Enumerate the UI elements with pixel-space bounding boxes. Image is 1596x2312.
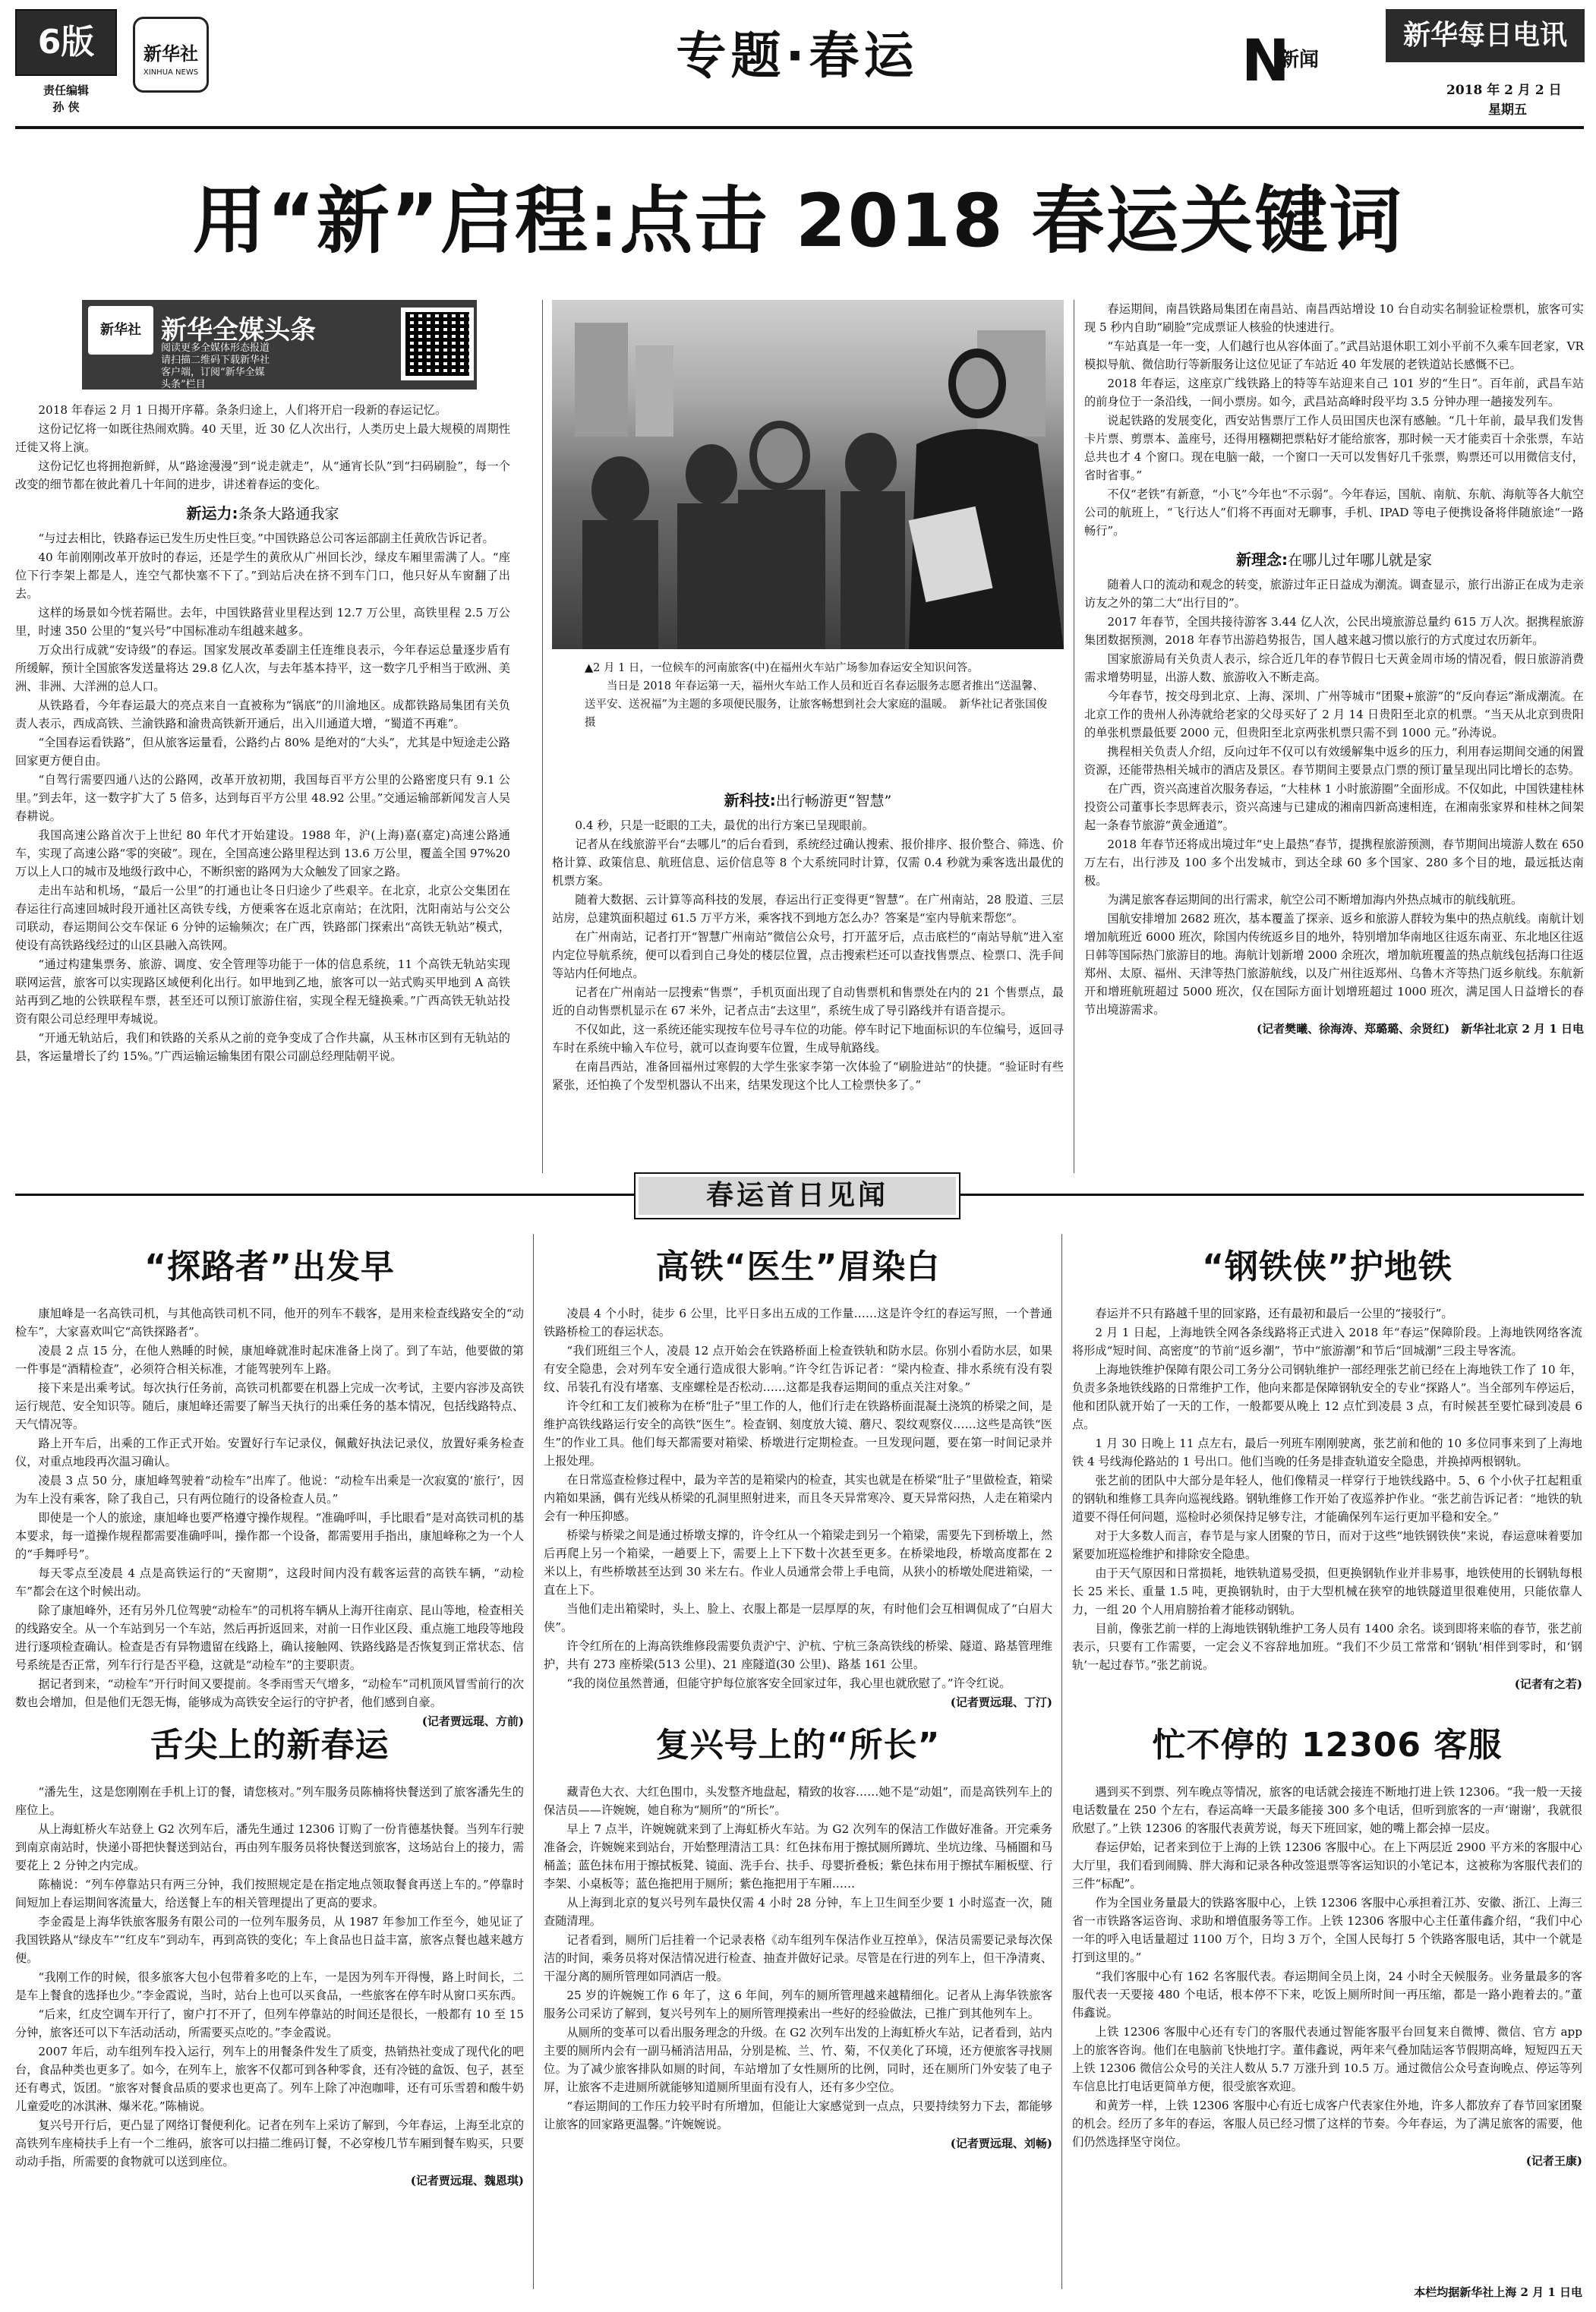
promo-line: 头条”栏目 xyxy=(161,379,206,390)
paragraph: 路上开车后，出乘的工作正式开始。安置好行车记录仪，佩戴好执法记录仪，放置好乘务检查仪，对重点地段再次温习确认。 xyxy=(15,1437,524,1468)
paragraph: 随着人口的流动和观念的转变，旅游过年正日益成为潮流。调查显示，旅行出游正在成为走亲访友之外的第二大“出行目的”。 xyxy=(1084,578,1584,610)
issue-weekday: 星期五 xyxy=(1488,103,1527,118)
paragraph: 今年春节，按交母到北京、上海、深圳、广州等城市“团聚+旅游”的“反向春运”渐成潮流。在北京工作的贵州人孙涛就给老家的父母买好了 2 月 14 日贵阳至北京的机票。“当天从北京到贵阳的单张机票最低要 2000 元，但贵阳至北京两张机票只需不到 1000 元。”孙涛说。 xyxy=(1084,689,1584,740)
paper-name-box xyxy=(1386,9,1585,62)
paragraph: 为满足旅客春运期间的出行需求，航空公司不断增加海内外热点城市的航线航班。 xyxy=(1107,893,1523,907)
footer-note: 本栏均据新华社上海 2 月 1 日电 xyxy=(1414,2285,1582,2299)
paragraph: “我的岗位虽然普通，但能守护每位旅客安全回家过年，我心里也就欣慰了。”许令红说。 xyxy=(566,1676,1011,1690)
article-title: 高铁“医生”眉染白 xyxy=(655,1247,941,1286)
paragraph: 携程相关负责人介绍，反向过年不仅可以有效缓解集中返乡的压力，利用春运期间交通的闲置资源，还能带热相关城市的酒店及景区。春节期间主要景点门票的预订量呈现出同比增长的态势。 xyxy=(1084,745,1584,777)
paragraph: “全国春运看铁路”，但从旅客运量看，公路约占 80% 是绝对的“大头”，尤其是中短途走公路回家更方便自由。 xyxy=(15,736,510,768)
byline: (记者贾远琨、魏恩琪) xyxy=(410,2174,524,2187)
paragraph: 在南昌西站，准备回福州过寒假的大学生张家李第一次体验了“刷脸进站”的快捷。“验证时有些紧张，还怕换了个发型机器认不出来，结果发现这个比人工检票快多了。” xyxy=(552,1060,1064,1092)
column-divider xyxy=(533,1234,534,2289)
paragraph: 走出车站和机场，“最后一公里”的打通也让冬日归途少了些艰辛。在北京，北京公交集团在春运往行高速回城时段开通社区高铁专线，方便乘客在返北京南站；在沈阳，沈阳南站与公交公司联动，春运期间公交车保证 6 分钟的运输频次；在广西，铁路部门探索出“高铁无轨站”模式，使设有高铁路线经过的山区县融入高铁网。 xyxy=(15,884,510,952)
paragraph: 我国高速公路首次于上世纪 80 年代才开始建设。1988 年，沪(上海)嘉(嘉定)高速公路通车，实现了高速公路“零的突破”。现在，全国高速公路里程达到 13.6 万公里，覆盖全国 97%20 万以上人口的城市及地级行政中心，不断织密的路网为大众触发了回家之路。 xyxy=(15,828,510,878)
news-photo xyxy=(552,300,1064,649)
header-rule xyxy=(15,126,1584,129)
paragraph: 张艺前的团队中大部分是年轻人，他们像精灵一样穿行于地铁线路中。5、6 个小伙子扛起粗重的钢轨和维修工具奔向巡视线路。钢轨维修工作开始了夜巡养护作业。“张艺前告诉记者：“地铁的轨道要不得任何问题，巡检时必须保持足够专注，才能确保列车运行更加平稳和安全。” xyxy=(1072,1474,1582,1524)
paragraph: 遇到买不到票、列车晚点等情况，旅客的电话就会接连不断地打进上铁 12306。“我一般一天接电话数量在 250 个左右，春运高峰一天最多能接 300 多个电话，但听到旅客的一声‘谢谢’，我就很欣慰了。”上铁 12306 的客服代表黄芳说，每天下班回家，她的嘴上都会掉一层皮。 xyxy=(1072,1785,1582,1835)
xinhua-logo-text: 新华社 xyxy=(144,43,198,65)
byline: (记者王康) xyxy=(1525,2154,1582,2168)
paragraph: 接下来是出乘考试。每次执行任务前，高铁司机都要在机器上完成一次考试，主要内容涉及高铁运行规范、安全知识等。随后，康旭峰还需要了解当天执行的出乘任务的基本情况，包括线路特点、天气情况等。 xyxy=(15,1381,524,1431)
intro-paragraph: 这份记忆也将拥抱新鲜，从“路途漫漫”到“说走就走”，从“通宵长队”到“扫码刷脸”，每一个改变的细节都在彼此着几十年间的进步，讲述着春运的变化。 xyxy=(15,459,510,491)
promo-line: 请扫描二维码下载新华社 xyxy=(161,355,270,366)
paragraph: 许令红和工友们被称为在桥“肚子”里工作的人，他们行走在铁路桥面混凝土浇筑的桥梁之间，是维护高铁线路运行安全的高铁“医生”。检查钢、刻度放大镜、蘑尺、裂纹观察仪……这些是高铁“医生”的作业工具。他们每天都需要对箱梁、桥墩进行定期检查。一旦发现问题，要在第一时间记录并上报处理。 xyxy=(544,1399,1052,1468)
promo-line: 阅读更多全媒体形态报道 xyxy=(161,342,270,354)
paragraph: 当他们走出箱梁时，头上、脸上、衣服上都是一层厚厚的灰，有时他们会互相调侃成了“白眉大侠”。 xyxy=(544,1602,1052,1634)
article-meals xyxy=(15,1717,524,2298)
paragraph: “与过去相比，铁路春运已发生历史性巨变。”中国铁路总公司客运部副主任黄欣告诉记者。 xyxy=(38,531,494,545)
news-n-icon: N xyxy=(1241,27,1290,94)
paragraph: 凌晨 4 个小时，徒步 6 公里，比平日多出五成的工作量……这是许令红的春运写照，一个普通铁路桥检工的春运状态。 xyxy=(544,1307,1052,1339)
paragraph: 国航安排增加 2682 班次，基本覆盖了探亲、返乡和旅游人群较为集中的热点航线。南航计划增加航班近 6000 班次，除国内传统返乡目的地外，特别增加华南地区往返东南亚、东北地区往返日韩等国际热门旅游目的地。海航计划新增 2000 余班次，增加航班覆盖的热点航线包括海口往返郑州、太原、福州、天津等热门旅游航线，以及广州往返郑州、乌鲁木齐等热门返乡航线。东航新开和增班航班超过 5000 班次，仅在国际方面计划增班超过 1000 班次，满足国人日益增长的春节出境游需求。 xyxy=(1084,912,1584,1017)
paragraph: 2018 年春运，这座京广线铁路上的特等车站迎来自己 101 岁的“生日”。百年前，武昌车站的前身位于一条沿线，一间小票房。如今，武昌站高峰时段平均 3.5 分钟办理一趟接发列车。 xyxy=(1084,377,1584,408)
paragraph: 在广西，资兴高速首次服务春运，“大桂林 1 小时旅游圈”全面形成。不仅如此，中国铁建桂林投资公司董事长李思辉表示，资兴高速与已建成的湘南四新高速相连，在湘南张家界和桂林之间架起一条春节旅游“黄金通道”。 xyxy=(1084,782,1584,832)
paragraph: “自驾行需要四通八达的公路网，改革开放初期，我国每百平方公里的公路密度只有 9.1 公里。”到去年，这一数字扩大了 5 倍多，达到每百平方公里 48.92 公里。”交通运输部新闻发言人吴春耕说。 xyxy=(15,773,510,823)
article-steel-man xyxy=(1072,1239,1582,1710)
subhead-new-capacity xyxy=(15,501,510,523)
paragraph: 从上海虹桥火车站登上 G2 次列车后，潘先生通过 12306 订购了一份肯德基快餐。当列车行驶到南京南站时，快递小哥把快餐送到站台，再由列车服务员将快餐送到旅客，这场站台上的接力，需要花上 2 分钟之内完成。 xyxy=(15,1822,524,1872)
byline: (记者贾远琨、刘畅) xyxy=(950,2137,1052,2150)
byline: (记者贾远琨、丁汀) xyxy=(950,1695,1052,1709)
page-number-box xyxy=(15,9,117,76)
editor-label: 责任编辑 xyxy=(43,84,89,97)
paragraph: 李金霞是上海华铁旅客服务有限公司的一位列车服务员，从 1987 年参加工作至今，她见证了我国铁路从“绿皮车”“红皮车”到动车，再到高铁的变化；车上食品也日益丰富，旅客点餐也越来越方便。 xyxy=(15,1915,524,1965)
paragraph: 陈楠说：“列车停靠站只有两三分钟，我们按照规定是在指定地点领取餐食再送上车的。”停靠时间短加上春运期间客流量大，给送餐上车的相关管理提出了更高的要求。 xyxy=(15,1878,524,1910)
paragraph: 桥梁与桥梁之间是通过桥墩支撑的，许令红从一个箱梁走到另一个箱梁，需要先下到桥墩上，然后再爬上另一个箱梁，一趟要上下，需要上上下下数十次甚至更多。在桥梁地段，桥墩高度都在 2 米以上，有些桥墩甚至达到 30 米左右。作业人员通常会带上手电筒，从狭小的桥墩处爬进箱梁，一直在上下。 xyxy=(544,1528,1052,1597)
paragraph: “我刚工作的时候，很多旅客大包小包带着多吃的上车，一是因为列车开得慢，路上时间长，二是车上餐食的选择也少。”李金霞说，当时，站台上也可以买食品，一些旅客在停车时从窗口买东西。 xyxy=(15,1970,524,2002)
article-title: “探路者”出发早 xyxy=(144,1247,395,1286)
article-title: “钢铁侠”护地铁 xyxy=(1202,1247,1452,1286)
paragraph: 不仅“老铁”有新意，“小飞”今年也“不示弱”。今年春运，国航、南航、东航、海航等各大航空公司的航班上，“飞行达人”们将不再面对无聊事，手机、IPAD 等电子便携设备将伴随旅途“一路畅行”。 xyxy=(1084,487,1584,538)
qr-code-icon[interactable] xyxy=(401,308,474,380)
promo-lines xyxy=(161,342,270,391)
paragraph: 作为全国业务量最大的铁路客服中心，上铁 12306 客服中心承担着江苏、安徽、浙江、上海三省一市铁路客运咨询、求助和增值服务等工作。上铁 12306 客服中心主任董伟鑫介绍，“我们中心一年的呼入电话量超过 1100 万个，日均 3 万个，全国人民每打 5 个铁路客服电话，其中一个就是打到这里的。” xyxy=(1072,1896,1582,1964)
paragraph: 凌晨 2 点 15 分，在他人熟睡的时候，康旭峰就准时起床准备上岗了。到了车站，他要做的第一件事是“酒精检查”，必须符合相关标准，才能驾驶列车上路。 xyxy=(15,1344,524,1376)
paragraph: 目前，像张艺前一样的上海地铁钢轨维护工务人员有 1400 余名。谈到即将来临的春节，张艺前表示，只要有工作需要，一定会义不容辞地加班。“我们不少员工常常和‘钢轨’相伴到零时，和‘钢轨’一起过春节。”张艺前说。 xyxy=(1072,1622,1582,1672)
paper-name: 新华每日电讯 xyxy=(1402,20,1567,51)
photo-caption-line: ▲2 月 1 日，一位候车的河南旅客(中)在福州火车站广场参加春运安全知识问答。 xyxy=(585,662,979,674)
xinhua-logo-sub: XINHUA NEWS xyxy=(143,68,199,77)
paragraph: 藏青色大衣、大红色围巾，头发整齐地盘起，精致的妆容……她不是“动姐”，而是高铁列车上的保洁员——许婉婉，她自称为“厕所”的“所长”。 xyxy=(544,1785,1052,1817)
news-logo xyxy=(1241,27,1325,99)
news-logo-text: 新闻 xyxy=(1279,49,1320,71)
subhead-text: 出行畅游更“智慧” xyxy=(775,793,892,809)
paragraph: “春运期间的工作压力较平时有所增加，但能让大家感觉到一点点，只要持续努力下去，都能够让旅客的回家路更温馨。”许婉婉说。 xyxy=(544,2099,1052,2131)
intro-paragraph: 2018 年春运 2 月 1 日揭开序幕。条条归途上，人们将开启一段新的春运记忆。 xyxy=(38,403,447,417)
paragraph: 上铁 12306 客服中心还有专门的客服代表通过智能客服平台回复来自微博、微信、官方 app 上的旅客咨询。他们在电脑前飞快地打字。董伟鑫说，两年来气叠加陆运客节假期高峰，短短四五天上铁 12306 微信公众号的关注人数从 5.7 万涨升到 10.5 万。通过微信公众号查询晚点、停运等列车信息比打电话更简单方便，很受旅客欢迎。 xyxy=(1072,2025,1582,2093)
paragraph: 万众出行成就“安诗级”的春运。国家发展改革委副主任连维良表示，今年春运总量逐步盾有所缓解，预计全国旅客发送量将达 29.8 亿人次，与去年基本持平，这一数字几乎相当于欧洲、美洲、非洲、大洋洲的总人口。 xyxy=(15,643,510,693)
column-3 xyxy=(1084,300,1584,1168)
paragraph: 说起铁路的发展变化，西安站售票厅工作人员田国庆也深有感触。“几十年前，最早我们发售卡片票、剪票本、盖座号，还得用糨糊把票粘好才能给旅客，那时候一天才能卖百十余张票，车站总共也才 4 个窗口。现在电脑一敲，一个窗口一天可以发售好几千张票，购票还可以用微信支付，省时省事。” xyxy=(1084,414,1584,482)
paragraph: 记者在广州南站一层搜索“售票”，手机页面出现了自动售票机和售票处在内的 21 个售票点，最近的自动售票机显示在 67 米外，记者点击“去这里”，系统生成了导引路线并有语音提示。 xyxy=(552,986,1064,1017)
section-title: 专题·春运 xyxy=(676,27,919,85)
promo-logo-text: 新华社 xyxy=(100,322,141,338)
paragraph: 春运并不只有路越千里的回家路，还有最初和最后一公里的“接驳行”。 xyxy=(1095,1307,1453,1320)
paragraph: “潘先生，这是您刚刚在手机上订的餐，请您核对。”列车服务员陈楠将快餐送到了旅客潘先生的座位上。 xyxy=(15,1785,524,1817)
article-pathfinder xyxy=(15,1239,524,1728)
photo-caption xyxy=(585,659,1048,732)
byline: (记者樊曦、徐海涛、郑璐璐、余贤红) 新华社北京 2 月 1 日电 xyxy=(1257,1022,1584,1036)
paragraph: 这样的场景如今恍若隔世。去年，中国铁路营业里程达到 12.7 万公里，高铁里程 2.5 万公里，时速 350 公里的“复兴号”中国标准动车组越来越多。 xyxy=(15,606,510,638)
column-divider xyxy=(542,300,543,1173)
paragraph: 许令红所在的上海高铁维修段需要负责沪宁、沪杭、宁杭三条高铁线的桥梁、隧道、路基管理维护，共有 273 座桥梁(513 公里)、21 座隧道(30 公里)、路基 161 公里。 xyxy=(544,1639,1052,1671)
article-12306 xyxy=(1072,1717,1582,2279)
article-cleaner xyxy=(544,1717,1052,2298)
paragraph: 据记者到来，“动检车”开行时间又要提前。冬季雨雪天气增多，“动检车”司机顶风冒雪前行的次数也会增加，但是他们无怨无悔，能够成为高铁安全运行的守护者，他们感到自豪。 xyxy=(15,1677,524,1709)
paragraph: 对于大多数人而言，春节是与家人团聚的节日，而对于这些“地铁钢铁侠”来说，春运意味着要加紧要加班巡检维护和排除安全隐患。 xyxy=(1072,1529,1582,1561)
subhead-tag: 新理念: xyxy=(1235,550,1288,569)
byline: (记者贾远琨、方前) xyxy=(421,1714,524,1728)
paragraph: 每天零点至凌晨 4 点是高铁运行的“天窗期”，这段时间内没有载客运营的高铁车辆，“动检车”都会在这个时候出动。 xyxy=(15,1566,524,1598)
editor-name: 孙 侠 xyxy=(52,100,80,114)
column-2 xyxy=(552,781,1064,1168)
paragraph: 记者看到，厕所门后挂着一个记录表格《动车组列车保洁作业互控单》，保洁员需要记录每次保洁的时间，乘务员将对保洁情况进行检查、抽查并做好记录。尽管是在行进的列车上，但干净清爽、干湿分离的厕所管理如同酒店一般。 xyxy=(544,1933,1052,1983)
intro-paragraph: 这份记忆将一如既往热闹欢腾。40 天里，近 30 亿人次出行，人类历史上最大规模的周期性迁徙又将上演。 xyxy=(15,422,510,454)
subhead-text: 条条大路通我家 xyxy=(238,506,339,522)
promo-title: 新华全媒头条 xyxy=(161,315,316,345)
paragraph: 春运伊始，记者来到位于上海的上铁 12306 客服中心。在上下两层近 2900 平方米的客服中心大厅里，我们看到闹腾、胖大海和记录各种改签退票等客运知识的小笔记本，这被称为客服代表们的三件“标配”。 xyxy=(1072,1840,1582,1891)
byline: (记者有之若) xyxy=(1514,1677,1582,1691)
paragraph: 除了康旭峰外，还有另外几位驾驶“动检车”的司机将车辆从上海开往南京、昆山等地，检查相关的线路安全。从一个车站到另一个车站，然后再折返回来，对前一日作业区段、重点施工地段等地段进行逐项检查确认。检查是否有异物遗留在线路上，确认接触网、铁路线路是否恢复到正常状态、信号系统是否正常，列车行行是否平稳，这就是“动检车”的主要职责。 xyxy=(15,1604,524,1672)
paragraph: 2 月 1 日起，上海地铁全网各条线路将正式进入 2018 年“春运”保障阶段。上海地铁网络客流将形成“短时间、高密度”的节前“返乡潮”，节中“旅游潮”和节后“回城潮”三段主导客流。 xyxy=(1072,1326,1582,1358)
paragraph: 40 年前刚刚改革开放时的春运，还是学生的黄欣从广州回长沙，绿皮车厢里需满了人。“座位下行李架上都是人，连空气都快塞不下了。”到站后决在挤不到车门口，他只好从车窗翻了出去。 xyxy=(15,550,510,601)
paragraph: 2018 年春节还将成出境过年“史上最热”春节，提携程旅游预测，春节期间出境游人数在 650 万左右，出行涉及 100 多个出发城市，到达全球 60 多个国家、280 多个目的地，最远抵达南极。 xyxy=(1084,837,1584,888)
paragraph: 随着大数据、云计算等高科技的发展，春运出行正变得更“智慧”。在广州南站，28 股道、三层站房，总建筑面积超过 61.5 万平方米，乘客找不到地方怎么办？答案是“室内导航来帮您”。 xyxy=(552,893,1064,925)
paragraph: 25 岁的许婉婉工作 6 年了，这 6 年间，列车的厕所管理越来越精细化。记者从上海华铁旅客服务公司采访了解到，复兴号列车上的厕所管理摸索出一些好的经验做法，已推广到其他列车上。 xyxy=(544,1989,1052,2020)
paragraph: 2017 年春节，全国共接待游客 3.44 亿人次，公民出境旅游总量约 615 万人次。据携程旅游集团数据预测，2018 年春节出游趋势报告，国人越来越习惯以旅行的方式度过农历新年。 xyxy=(1084,615,1584,647)
article-title: 忙不停的 12306 客服 xyxy=(1152,1726,1503,1765)
paragraph: 国家旅游局有关负责人表示，综合近几年的春节假日七天黄金周市场的情况看，假日旅游消费需求增势明显，出游人数、旅游收入不断走高。 xyxy=(1084,652,1584,684)
page-header xyxy=(0,0,1596,129)
paragraph: 在广州南站，记者打开“智慧广州南站”微信公众号，打开蓝牙后，点击底栏的“南站导航”进入室内定位导航系统，便可以看到自己身处的楼层位置，点击搜索栏还可以查找售票点、检票口、洗手间等站内任何地点。 xyxy=(552,930,1064,980)
subhead-new-concept xyxy=(1084,547,1584,569)
photo-scene xyxy=(552,300,1064,649)
paragraph: “通过构建集票务、旅游、调度、安全管理等功能于一体的信息系统，11 个高铁无轨站实现联网运营，旅客可以实现路区域便利化出行。如甲地到乙地，旅客可以一站式购买甲地到 A 高铁站再到乙地的公铁联程车票，甚至还可以预订旅游住宿，实现全程无缝换乘。”广西高铁无轨站投资有限公司总经理甲寿城说。 xyxy=(15,957,510,1026)
subhead-tag: 新运力: xyxy=(186,504,238,522)
subhead-new-tech xyxy=(552,788,1064,810)
column-1 xyxy=(15,401,510,1168)
subhead-text: 在哪儿过年哪儿就是家 xyxy=(1287,552,1432,569)
paragraph: “我们班组三个人，凌晨 12 点开始会在铁路桥面上检查铁轨和防水层。你别小看防水层，如果有安全隐患，会对列车安全通行造成很大影响。”许令红告诉记者：“梁内检查、排水系统有没有裂纹、吊装孔有没有堵塞、支座螺栓是否松动……这都是我春运期间的重点关注对象。” xyxy=(544,1344,1052,1394)
subhead-tag: 新科技: xyxy=(724,791,776,809)
article-title: 复兴号上的“所长” xyxy=(655,1726,941,1765)
paragraph: 1 月 30 日晚上 11 点左右，最后一列班车刚刚驶离，张艺前和他的 10 多位同事来到了上海地铁 4 号线海伦路站的 1 号出口。他们当晚的任务是排查轨道安全隐患，并换掉两根钢轨。 xyxy=(1072,1437,1582,1468)
paragraph: 不仅如此，这一系统还能实现按车位号寻车位的功能。停车时记下地面标识的车位编号，返回寻车时在系统中输入车位号，就可以查询要车位置，生成导航路线。 xyxy=(552,1023,1064,1055)
page-number: 6版 xyxy=(37,23,95,62)
paragraph: “车站真是一年一变，人们越行也从容体面了。”武昌站退休职工刘小平前不久乘车回老家，VR 模拟导航、微信助行等新服务让这位见证了车站近 40 年发展的老铁道站长感慨不已。 xyxy=(1084,339,1584,371)
paragraph: 2007 年后，动车组列车投入运行，列车上的用餐条件发生了质变，热销热社变成了现代化的吧台，食品种类也更多了。如今，在列车上，旅客不仅都可到各种零食，还有冷链的盒饭、包子，甚至还有粤式，饭团。“旅客对餐食品质的要求也更高了。列车上除了冲泡咖啡，还有可乐雪碧和酸牛奶儿童爱吃的冰淇淋、爆米花。”陈楠说。 xyxy=(15,2045,524,2113)
paragraph: 上海地铁维护保障有限公司工务分公司钢轨维护一部经理张艺前已经在上海地铁工作了 10 年，负责多条地铁线路的日常维护工作，他向来都是保障钢轨安全的专业“探路人”。当全部列车停运后，他和团队就开始了一天的工作，一般都要从晚上 12 点忙到凌晨 3 点，有时候甚至要忙碌到凌晨 6 点。 xyxy=(1072,1363,1582,1431)
promo-line: 客户端，订阅“新华全媒 xyxy=(161,367,265,378)
paragraph: 早上 7 点半，许婉婉就来到了上海虹桥火车站。为 G2 次列车的保洁工作做好准备。开完乘务准备会，许婉婉来到站台，开始整理清洁工具：红色抹布用于擦拭厕所蹲坑、坐坑边缘、马桶圈和马桶盖；蓝色抹布用于擦拭板凳、镜面、洗手台、扶手、母婴折叠板；紫色抹布用于擦拭车厢板壁、行李架、小桌板等；蓝色拖把用于厕所；紫色拖把用于车厢…… xyxy=(544,1822,1052,1891)
paragraph: 复兴号开行后，更凸显了网络订餐便利化。记者在列车上采访了解到，今年春运，上海至北京的高铁列车座椅扶手上有一个二维码，旅客可以扫描二维码订餐，不必穿梭几节车厢到餐车购买，只要动动手指，所需要的食物就可以送到座位。 xyxy=(15,2118,524,2168)
paragraph: 春运期间，南昌铁路局集团在南昌站、南昌西站增设 10 台自动实名制验证检票机，旅客可实现 5 秒内自助“刷脸”完成票证人核验的快速进行。 xyxy=(1084,302,1584,334)
paragraph: 由于天气原因和日常损耗，地铁轨道易受损，但更换钢轨作业并非易事，地铁使用的长钢轨每根长 25 米长、重量 1.5 吨，更换钢轨时，由于大型机械在狭窄的地铁隧道里很难使用，只能依靠人力，一组 20 个人用肩膀抬着才能移动钢轨。 xyxy=(1072,1566,1582,1617)
paragraph: 从上海到北京的复兴号列车最快仅需 4 小时 28 分钟，车上卫生间至少要 1 小时巡查一次，随查随清理。 xyxy=(544,1896,1052,1928)
paragraph: 在日常巡查检修过程中，最为辛苦的是箱梁内的检查，其实也就是在桥梁“肚子”里做检查，箱梁内箱如果涵，偶有光线从桥梁的孔洞里照射进来，而且冬天异常寒冷、夏天异常闷热，人走在箱梁内会有一种压抑感。 xyxy=(544,1473,1052,1523)
issue-date: 2018 年 2 月 2 日 xyxy=(1446,83,1562,98)
paragraph: 凌晨 3 点 50 分，康旭峰驾驶着“动检车”出库了。他说：“动检车出乘是一次寂寞的‘旅行’，因为车上没有乘客，除了我自己，只有两位随行的设备检查人员。” xyxy=(15,1474,524,1506)
paragraph: 从厕所的变革可以看出服务理念的升级。在 G2 次列车出发的上海虹桥火车站，记者看到，站内主要的厕所内会有一副马桶消洁用品，分别是梳、兰、竹、菊，不仅美化了环境，还方便旅客寻找厕位。为了减少旅客排队如厕的时间，车站增加了女性厕所的比例，同时，还在厕所门外安装了电子屏，让旅客不走进厕所就能够知道厕所里面有没有人，还有多少空位。 xyxy=(544,2026,1052,2094)
paragraph: 即使是一个人的旅途，康旭峰也要严格遵守操作规程。“准确呼叫，手比眼看”是对高铁司机的基本要求，每一道操作规程都需要准确呼叫，操作都一个设备，都需要用手指出，康旭峰称之为一个人的“手舞呼号”。 xyxy=(15,1511,524,1561)
paragraph: “我们客服中心有 162 名客服代表。春运期间全员上岗，24 小时全天候服务。业务量最多的客服代表一天要接 480 个电话，根本停不下来，吃饭上厕所时间一再压缩，都是一路小跑着去的。”董伟鑫说。 xyxy=(1072,1970,1582,2020)
paragraph: “后来，红皮空调车开行了，窗户打不开了，但列车停靠站的时间还是很长，一般都有 10 至 15 分钟，旅客还可以下车活动活动，所需要买点吃的。”李金霞说。 xyxy=(15,2008,524,2039)
article-bridge-doctor xyxy=(544,1239,1052,1710)
section-banner xyxy=(634,1172,960,1219)
main-headline: 用“新”启程:点击 2018 春运关键词 xyxy=(192,178,1404,263)
section-banner-text: 春运首日见闻 xyxy=(705,1180,888,1211)
promo-box xyxy=(82,300,477,390)
xinhua-logo xyxy=(133,17,209,93)
article-title: 舌尖上的新春运 xyxy=(150,1726,390,1765)
promo-logo xyxy=(88,306,153,355)
paragraph: 和黄芳一样，上铁 12306 客服中心有近七成客户代表家住外地，许多人都放弃了春节回家团聚的机会。经历了多年的春运，客服人员已经习惯了这样的节奏。今年春运，为了满足旅客的需要，他们仍然选择坚守岗位。 xyxy=(1072,2099,1582,2149)
paragraph: 0.4 秒，只是一眨眼的工夫，最优的出行方案已呈现眼前。 xyxy=(575,819,874,832)
paragraph: “开通无轨站后，我们和铁路的关系从之前的竞争变成了合作共赢，从玉林市区到有无轨站的县，客运量增长了约 15%。”广西运输运输集团有限公司副总经理陆朝平说。 xyxy=(15,1031,510,1063)
column-divider xyxy=(1061,1234,1062,2289)
photo-caption-line: 当日是 2018 年春运第一天，福州火车站工作人员和近百名春运服务志愿者推出“送温馨、送平安、送祝福”为主题的多项便民服务，让旅客畅想到社会大家庭的温暖。 新华社记者张国俊摄 xyxy=(585,680,1048,729)
paragraph: 康旭峰是一名高铁司机，与其他高铁司机不同，他开的列车不载客，是用来检查线路安全的“动检车”，大家喜欢叫它“高铁探路者”。 xyxy=(15,1307,524,1339)
paragraph: 从铁路看，今年春运最大的亮点来自一直被称为“锅底”的川渝地区。成都铁路局集团有关负责人表示，西成高铁、兰渝铁路和渝贵高铁新开通后，出入川通道大增，“蜀道不再难”。 xyxy=(15,699,510,730)
paragraph: 记者从在线旅游平台“去哪儿”的后台看到，系统经过确认搜索、报价排序、报价整合、筛选、价格计算、政策信息、航班信息、运价信息等 8 个大系统同时计算，仅需 0.4 秒就为乘客选出最优的机票方案。 xyxy=(552,837,1064,888)
